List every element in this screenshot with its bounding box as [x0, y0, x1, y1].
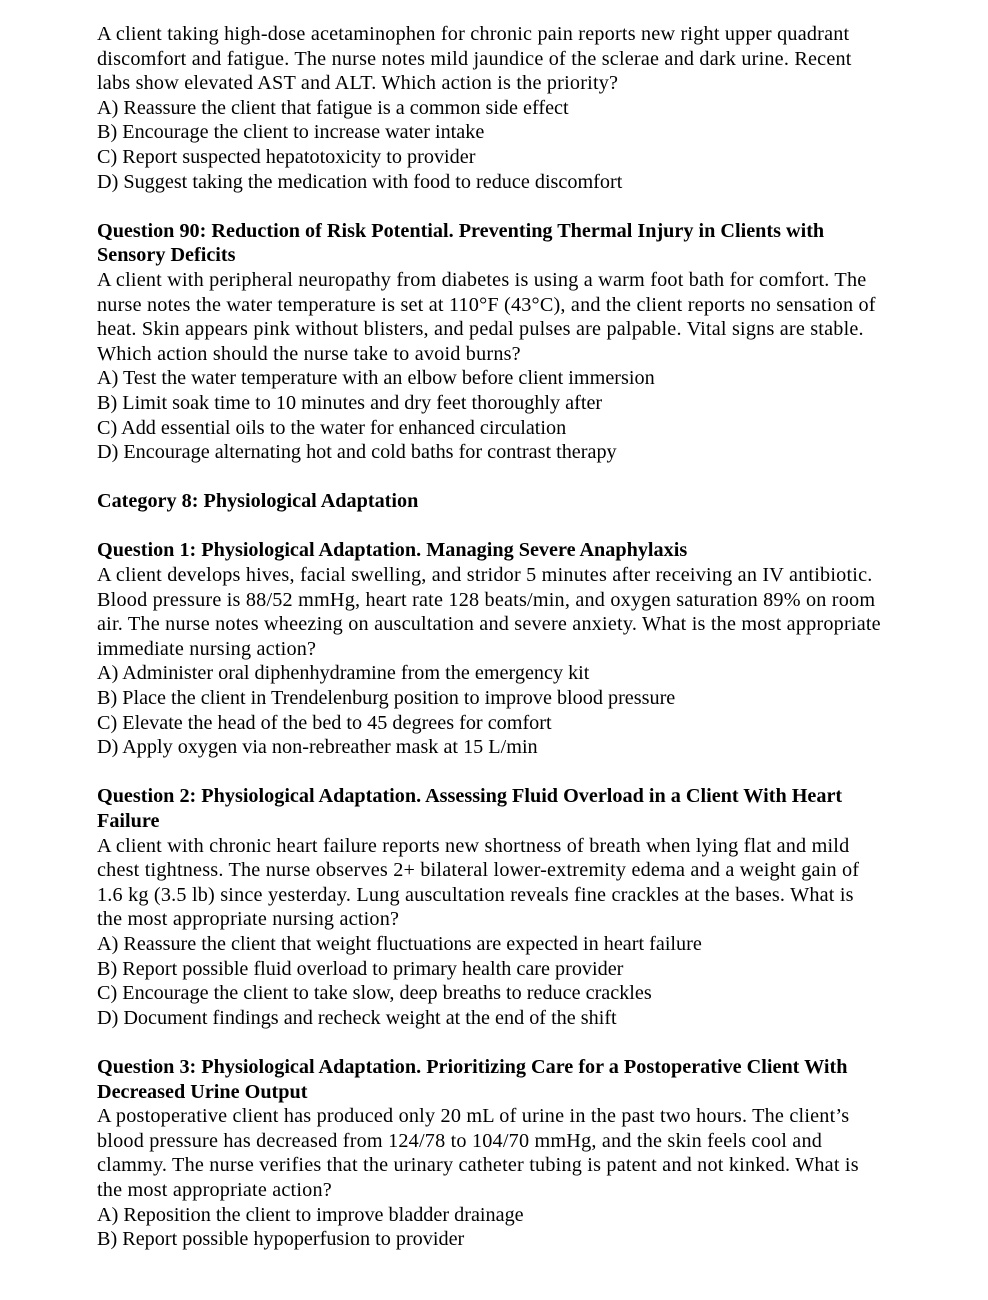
answer-option-b[interactable]: B) Limit soak time to 10 minutes and dry feet thoroughly after [97, 391, 603, 414]
answer-option-b[interactable]: B) Report possible fluid overload to primary health care provider [97, 957, 624, 980]
category-section-heading-block [97, 489, 881, 514]
question-block-89-continued [97, 22, 881, 194]
question-stem: A postoperative client has produced only 20 mL of urine in the past two hours. The client’s blood pressure has decreased from 124/78 to 104/70 mmHg, and the skin feels cool and clammy. The nurse verifies that the urinary catheter tubing is patent and not kinked. What is the most appropriate action? [97, 1105, 859, 1201]
answer-option-c[interactable]: C) Elevate the head of the bed to 45 degrees for comfort [97, 711, 552, 734]
question-block-90 [97, 219, 881, 465]
question-stem: A client develops hives, facial swelling, and stridor 5 minutes after receiving an IV antibiotic. Blood pressure is 88/52 mmHg, heart rate 128 beats/min, and oxygen saturation 89% on room air. The nurse notes wheezing on auscultation and severe anxiety. What is the most appropriate immediate nursing action? [97, 564, 881, 660]
question-heading: Question 2: Physiological Adaptation. Assessing Fluid Overload in a Client With Heart Failure [97, 785, 843, 832]
answer-option-c[interactable]: C) Report suspected hepatotoxicity to provider [97, 145, 476, 168]
answer-option-c[interactable]: C) Encourage the client to take slow, deep breaths to reduce crackles [97, 982, 652, 1005]
answer-option-a[interactable]: A) Reassure the client that fatigue is a common side effect [97, 96, 569, 119]
block-spacer [97, 760, 880, 785]
question-block-1 [97, 538, 881, 759]
question-heading: Question 3: Physiological Adaptation. Prioritizing Care for a Postoperative Client With Decreased Urine Output [97, 1055, 848, 1103]
block-spacer [97, 194, 880, 219]
block-spacer [97, 1030, 880, 1055]
category-heading: Category 8: Physiological Adaptation [97, 490, 419, 513]
answer-option-c[interactable]: C) Add essential oils to the water for enhanced circulation [97, 416, 567, 439]
answer-option-b[interactable]: B) Report possible hypoperfusion to provider [97, 1228, 465, 1251]
question-block-3 [97, 1055, 881, 1252]
question-heading: Question 1: Physiological Adaptation. Managing Severe Anaphylaxis [97, 539, 688, 562]
question-stem: A client with chronic heart failure reports new shortness of breath when lying flat and mild chest tightness. The nurse observes 2+ bilateral lower-extremity edema and a weight gain of 1.6 kg (3.5 lb) since yesterday. Lung auscultation reveals fine crackles at the bases. What is the most appropriate nursing action? [97, 834, 860, 931]
question-stem: A client taking high-dose acetaminophen for chronic pain reports new right upper quadrant discomfort and fatigue. The nurse notes mild jaundice of the sclerae and dark urine. Recent labs show elevated AST and ALT. Which action is the priority? [97, 23, 852, 95]
answer-option-a[interactable]: A) Reassure the client that weight fluctuations are expected in heart failure [97, 932, 702, 955]
answer-option-d[interactable]: D) Document findings and recheck weight at the end of the shift [97, 1006, 617, 1029]
answer-option-b[interactable]: B) Place the client in Trendelenburg position to improve blood pressure [97, 687, 676, 710]
question-heading: Question 90: Reduction of Risk Potential. Preventing Thermal Injury in Clients with Sensory Deficits [97, 219, 825, 267]
answer-option-d[interactable]: D) Suggest taking the medication with food to reduce discomfort [97, 170, 623, 193]
answer-option-d[interactable]: D) Encourage alternating hot and cold baths for contrast therapy [97, 441, 617, 464]
answer-option-a[interactable]: A) Reposition the client to improve bladder drainage [97, 1203, 524, 1226]
question-block-2 [97, 784, 881, 1030]
answer-option-d[interactable]: D) Apply oxygen via non-rebreather mask at 15 L/min [97, 736, 538, 759]
answer-option-a[interactable]: A) Test the water temperature with an elbow before client immersion [97, 367, 655, 390]
block-spacer [97, 465, 880, 490]
answer-option-b[interactable]: B) Encourage the client to increase water intake [97, 121, 485, 144]
answer-option-a[interactable]: A) Administer oral diphenhydramine from the emergency kit [97, 662, 590, 685]
block-spacer [97, 514, 880, 539]
question-stem: A client with peripheral neuropathy from diabetes is using a warm foot bath for comfort. The nurse notes the water temperature is set at 110°F (43°C), and the client reports no sensation of heat. Skin appears pink without blisters, and pedal pulses are palpable. Vital signs are stable. Which action should the nurse take to avoid burns? [97, 268, 876, 365]
